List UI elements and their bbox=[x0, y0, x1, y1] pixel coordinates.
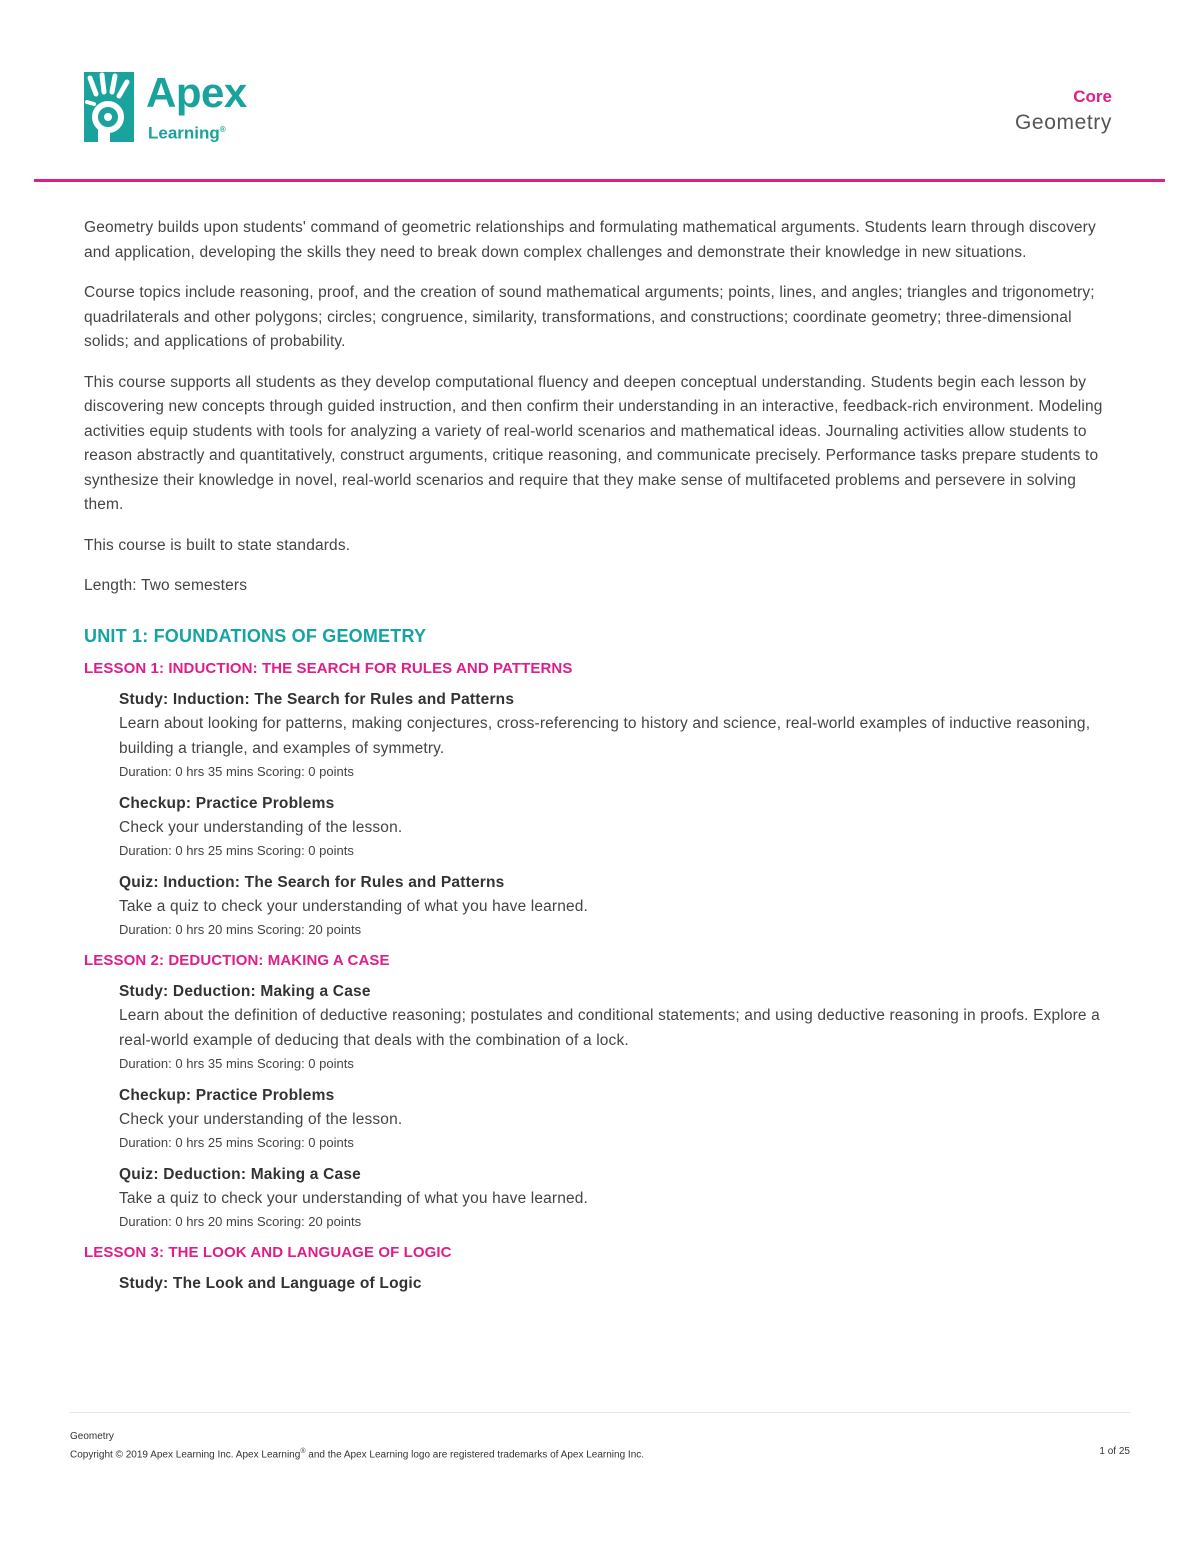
activity-title: Study: The Look and Language of Logic bbox=[119, 1274, 422, 1292]
activity-title: Quiz: Deduction: Making a Case bbox=[119, 1165, 361, 1183]
lesson-title: LESSON 3: THE LOOK AND LANGUAGE OF LOGIC bbox=[84, 1243, 452, 1261]
activity bbox=[84, 1164, 1114, 1233]
activity-duration: Duration: 0 hrs 35 mins Scoring: 0 points bbox=[119, 1055, 354, 1071]
footer-divider bbox=[70, 1412, 1130, 1413]
apex-hand-icon bbox=[84, 72, 134, 142]
activity bbox=[84, 981, 1114, 1075]
intro-paragraph: This course supports all students as they develop computational fluency and deepen conceptual understanding. Students begin each lesson by discovering new concepts through guided instruction, and then confirm their understanding in an interactive, feedback-rich environment. Modeling activities equip students with tools for analyzing a variety of real-world scenarios and mathematical ideas. Journaling activities allow students to reason abstractly and quantitatively, construct arguments, critique reasoning, and communicate precisely. Performance tasks prepare students to synthesize their knowledge in novel, real-world scenarios and require that they make sense of multifaceted problems and persevere in solving them. bbox=[84, 373, 1103, 513]
activity-title: Checkup: Practice Problems bbox=[119, 794, 335, 812]
course-header bbox=[1015, 86, 1112, 138]
activity bbox=[84, 872, 1114, 941]
apex-learning-logo bbox=[84, 69, 247, 144]
header-divider bbox=[34, 179, 1165, 182]
lesson-title: LESSON 2: DEDUCTION: MAKING A CASE bbox=[84, 951, 390, 969]
activity-duration: Duration: 0 hrs 25 mins Scoring: 0 points bbox=[119, 1134, 354, 1150]
footer-course-name: Geometry bbox=[70, 1431, 114, 1442]
activity-description: Learn about the definition of deductive reasoning; postulates and conditional statements; and using deductive reasoning in proofs. Explore a real-world example of deducing that deals with the combination of a lock. bbox=[119, 1006, 1100, 1049]
activity-description: Take a quiz to check your understanding of what you have learned. bbox=[119, 897, 589, 915]
logo-subtitle: Learning® bbox=[148, 123, 226, 143]
activity-description: Learn about looking for patterns, making conjectures, cross-referencing to history and science, real-world examples of inductive reasoning, building a triangle, and examples of symmetry. bbox=[119, 714, 1091, 757]
page-number: 1 of 25 bbox=[1099, 1446, 1130, 1457]
activity-title: Study: Induction: The Search for Rules and Patterns bbox=[119, 690, 515, 708]
activity-title: Quiz: Induction: The Search for Rules and Patterns bbox=[119, 873, 505, 891]
course-title: Geometry bbox=[1015, 111, 1112, 134]
course-outline bbox=[84, 216, 1114, 1295]
activity-duration: Duration: 0 hrs 20 mins Scoring: 20 points bbox=[119, 921, 362, 937]
activity bbox=[84, 1085, 1114, 1154]
activity-description: Check your understanding of the lesson. bbox=[119, 1110, 403, 1128]
activity-duration: Duration: 0 hrs 25 mins Scoring: 0 points bbox=[119, 842, 354, 858]
intro-paragraph: Course topics include reasoning, proof, and the creation of sound mathematical arguments; points, lines, and angles; triangles and trigonometry; quadrilaterals and other polygons; circles; congruence, similarity, transformations, and constructions; coordinate geometry; three-dimensional solids; and applications of probability. bbox=[84, 284, 1095, 350]
activity-title: Checkup: Practice Problems bbox=[119, 1086, 335, 1104]
activity-description: Take a quiz to check your understanding of what you have learned. bbox=[119, 1189, 589, 1207]
activity-title: Study: Deduction: Making a Case bbox=[119, 982, 371, 1000]
lesson-title: LESSON 1: INDUCTION: THE SEARCH FOR RULES AND PATTERNS bbox=[84, 659, 573, 677]
course-length: Length: Two semesters bbox=[84, 577, 248, 594]
intro-paragraph: Geometry builds upon students' command of geometric relationships and formulating mathematical arguments. Students learn through discovery and application, developing the skills they need to break down complex challenges and demonstrate their knowledge in new situations. bbox=[84, 219, 1096, 261]
footer-copyright: Copyright © 2019 Apex Learning Inc. Apex Learning® and the Apex Learning logo are registered trademarks of Apex Learning Inc. bbox=[70, 1448, 645, 1461]
activity-duration: Duration: 0 hrs 20 mins Scoring: 20 points bbox=[119, 1213, 362, 1229]
activity bbox=[84, 793, 1114, 862]
course-category: Core bbox=[1073, 87, 1112, 106]
logo-wordmark: Apex bbox=[146, 69, 247, 116]
activity bbox=[84, 1273, 1114, 1295]
activity-duration: Duration: 0 hrs 35 mins Scoring: 0 points bbox=[119, 763, 354, 779]
activity bbox=[84, 689, 1114, 783]
intro-paragraph: This course is built to state standards. bbox=[84, 536, 351, 554]
activity-description: Check your understanding of the lesson. bbox=[119, 818, 403, 836]
unit-title: UNIT 1: FOUNDATIONS OF GEOMETRY bbox=[84, 625, 427, 646]
